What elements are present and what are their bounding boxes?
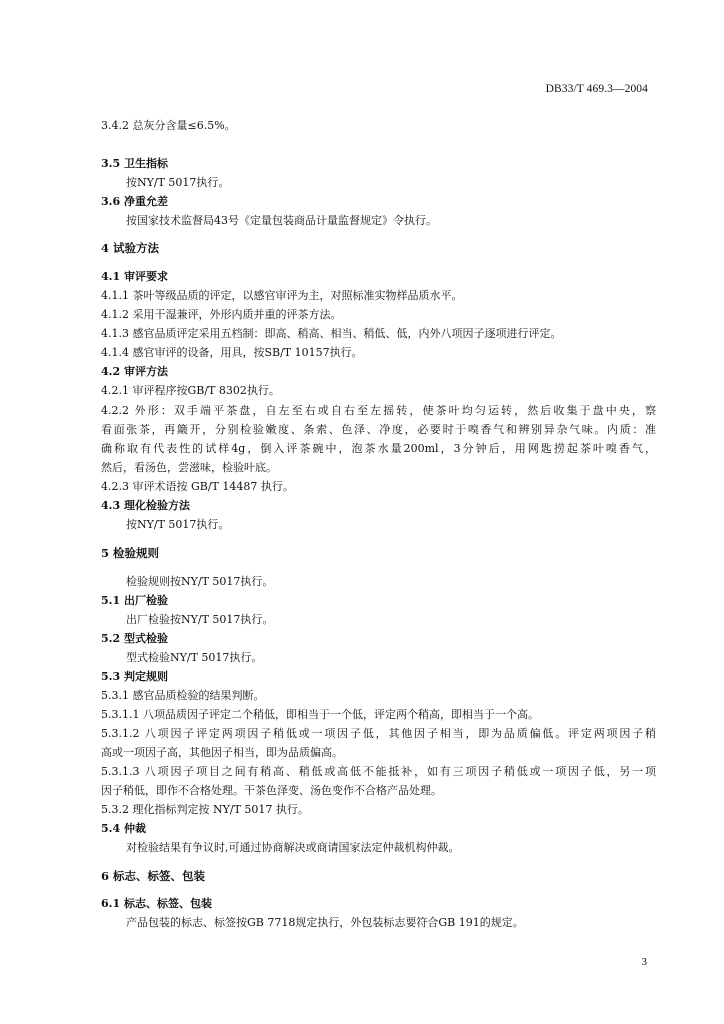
- heading-5-4: 5.4 仲裁: [101, 822, 146, 835]
- heading-3-6: 3.6 净重允差: [101, 195, 168, 208]
- clause-4-2-1: 4.2.1 审评程序按GB/T 8302执行。: [101, 384, 280, 397]
- clause-4-1-4: 4.1.4 感官审评的设备，用具，按SB/T 10157执行。: [101, 346, 363, 359]
- document-code: DB33/T 469.3—2004: [545, 83, 648, 95]
- heading-6-1: 6.1 标志、标签、包装: [101, 897, 212, 910]
- chapter-6-heading: 6 标志、标签、包装: [101, 869, 206, 883]
- clause-3-5-text: 按NY/T 5017执行。: [126, 176, 230, 189]
- clause-5-3-1-3-line-2: 因子稍低，即作不合格处理。干茶色泽变、汤色变作不合格产品处理。: [101, 784, 442, 797]
- heading-4-2: 4.2 审评方法: [101, 365, 168, 378]
- clause-4-3-text: 按NY/T 5017执行。: [126, 518, 230, 531]
- heading-5-3: 5.3 判定规则: [101, 670, 168, 683]
- clause-5-3-2: 5.3.2 理化指标判定按 NY/T 5017 执行。: [101, 803, 309, 816]
- clause-4-2-2-line-3: 确称取有代表性的试样4g，倒入评茶碗中，泡茶水量200ml，3分钟后，用网匙捞起茶叶嗅香气，: [101, 442, 656, 455]
- clause-4-1-1: 4.1.1 茶叶等级品质的评定，以感官审评为主，对照标准实物样品质水平。: [101, 289, 463, 302]
- clause-5-4-text: 对检验结果有争议时,可通过协商解决或商请国家法定仲裁机构仲裁。: [126, 841, 460, 854]
- clause-6-1-text: 产品包装的标志、标签按GB 7718规定执行，外包装标志要符合GB 191的规定。: [126, 916, 524, 929]
- heading-4-1: 4.1 审评要求: [101, 270, 168, 283]
- clause-4-2-2-line-4: 然后，看汤色，尝滋味，检验叶底。: [101, 461, 277, 474]
- clause-4-2-3: 4.2.3 审评术语按 GB/T 14487 执行。: [101, 480, 294, 493]
- clause-5-3-1-2-line-1: 5.3.1.2 八项因子评定两项因子稍低或一项因子低，其他因子相当，即为品质偏低。评定两项因子稍: [101, 727, 656, 740]
- clause-5-3-1-2-line-2: 高或一项因子高，其他因子相当，即为品质偏高。: [101, 746, 343, 759]
- clause-5-2-text: 型式检验NY/T 5017执行。: [126, 651, 263, 664]
- clause-4-1-2: 4.1.2 采用干湿兼评，外形内质并重的评茶方法。: [101, 308, 342, 321]
- clause-4-1-3: 4.1.3 感官品质评定采用五档制：即高、稍高、相当、稍低、低，内外八项因子逐项进行评定。: [101, 327, 562, 340]
- heading-5-1: 5.1 出厂检验: [101, 594, 168, 607]
- clause-3-6-text: 按国家技术监督局43号《定量包装商品计量监督规定》令执行。: [126, 214, 437, 227]
- chapter-4-heading: 4 试验方法: [101, 241, 160, 255]
- clause-5-3-1-3-line-1: 5.3.1.3 八项因子项目之间有稍高、稍低或高低不能抵补，如有三项因子稍低或一项因子低，另一项: [101, 765, 656, 778]
- heading-3-5: 3.5 卫生指标: [101, 157, 168, 170]
- chapter-5-text: 检验规则按NY/T 5017执行。: [126, 575, 274, 588]
- clause-5-3-1: 5.3.1 感官品质检验的结果判断。: [101, 689, 265, 702]
- clause-5-3-1-1: 5.3.1.1 八项品质因子评定二个稍低，即相当于一个低，评定两个稍高，即相当于一个高。: [101, 708, 539, 721]
- clause-5-1-text: 出厂检验按NY/T 5017执行。: [126, 613, 274, 626]
- heading-4-3: 4.3 理化检验方法: [101, 499, 190, 512]
- page-number: 3: [641, 956, 647, 968]
- heading-5-2: 5.2 型式检验: [101, 632, 168, 645]
- clause-4-2-2-line-1: 4.2.2 外形：双手端平茶盘，自左至右或自右至左摇转，使茶叶均匀运转，然后收集于盘中央，察: [101, 404, 656, 417]
- clause-3-4-2: 3.4.2 总灰分含量≤6.5%。: [101, 119, 236, 132]
- chapter-5-heading: 5 检验规则: [101, 546, 160, 560]
- clause-4-2-2-line-2: 看面张茶，再簸开，分别检验嫩度、条索、色泽、净度，必要时于嗅香气和辨别异杂气味。内质：准: [101, 423, 656, 436]
